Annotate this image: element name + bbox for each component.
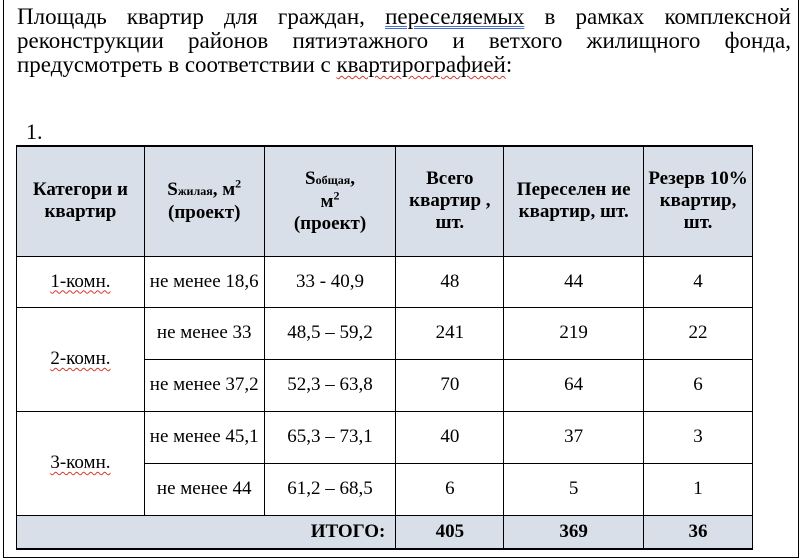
header-subscript: жилая: [177, 183, 213, 198]
total-area-cell: 33 - 40,9: [264, 256, 396, 307]
body-paragraph: [17, 5, 791, 77]
reserve-cell: 1: [644, 463, 753, 515]
list-number: 1.: [26, 119, 43, 144]
paragraph-text: Площадь квартир для граждан,: [17, 4, 386, 29]
table-row: [17, 256, 753, 307]
table-header-row: [17, 146, 753, 256]
total-area-cell: 61,2 – 68,5: [264, 463, 396, 515]
header-living-area: [144, 146, 264, 256]
total-area-cell: 52,3 – 63,8: [264, 359, 396, 411]
living-area-cell: не менее 18,6: [144, 256, 264, 307]
category-text: 3-комн.: [50, 452, 111, 473]
table-row: [17, 307, 753, 359]
category-cell: [17, 307, 145, 411]
living-area-cell: не менее 33: [144, 307, 264, 359]
resettled-cell: 37: [504, 411, 644, 463]
category-text: 2-комн.: [50, 348, 111, 369]
header-text: , м: [212, 178, 236, 200]
header-superscript: 2: [235, 176, 242, 191]
header-text: Всего квартир , шт.: [409, 168, 491, 234]
total-area-cell: 48,5 – 59,2: [264, 307, 396, 359]
paragraph-text-underlined: переселяемых: [385, 4, 525, 29]
count-cell: 6: [396, 463, 504, 515]
totals-label: ИТОГО:: [17, 515, 396, 549]
living-area-cell: не менее 45,1: [144, 411, 264, 463]
header-text: Резерв 10% квартир, шт.: [648, 168, 748, 234]
resettled-cell: 64: [504, 359, 644, 411]
count-cell: 241: [396, 307, 504, 359]
header-text: S: [167, 178, 178, 200]
category-cell: [17, 411, 145, 515]
header-reserve: [644, 146, 753, 256]
paragraph-text-spellcheck: квартирографией: [336, 52, 506, 77]
category-text: 1-комн.: [50, 270, 111, 292]
header-total-area: [264, 146, 396, 256]
totals-resettled: 369: [504, 515, 644, 549]
reserve-cell: 22: [644, 307, 753, 359]
paragraph-text: в рамках комплексной реконструкции районов пятиэтажного и ветхого жилищного фонда, предусмотреть в соответствии с: [17, 4, 791, 77]
header-text: Переселен ие квартир, шт.: [516, 179, 631, 223]
totals-reserve: 36: [644, 515, 753, 549]
count-cell: 70: [396, 359, 504, 411]
living-area-cell: не менее 44: [144, 463, 264, 515]
paragraph-text: :: [505, 52, 513, 77]
reserve-cell: 6: [644, 359, 753, 411]
header-apartments-count: [396, 146, 504, 256]
header-superscript: 2: [333, 188, 340, 203]
header-text: м: [320, 190, 334, 212]
header-category: [17, 146, 145, 256]
count-cell: 48: [396, 256, 504, 307]
resettled-cell: 44: [504, 256, 644, 307]
living-area-cell: не менее 37,2: [144, 359, 264, 411]
category-cell: [17, 256, 145, 307]
reserve-cell: 4: [644, 256, 753, 307]
header-text: ,: [350, 167, 355, 189]
reserve-cell: 3: [644, 411, 753, 463]
totals-count: 405: [396, 515, 504, 549]
header-resettled: [504, 146, 644, 256]
resettled-cell: 219: [504, 307, 644, 359]
header-text: S: [305, 167, 316, 189]
table-row: [17, 411, 753, 463]
header-text: (проект): [168, 201, 241, 223]
header-text: Категори и квартир: [32, 179, 128, 223]
resettled-cell: 5: [504, 463, 644, 515]
totals-row: [17, 515, 753, 549]
count-cell: 40: [396, 411, 504, 463]
header-subscript: общая: [315, 172, 351, 187]
total-area-cell: 65,3 – 73,1: [264, 411, 396, 463]
apartment-table: [16, 145, 753, 550]
header-text: (проект): [293, 212, 367, 234]
